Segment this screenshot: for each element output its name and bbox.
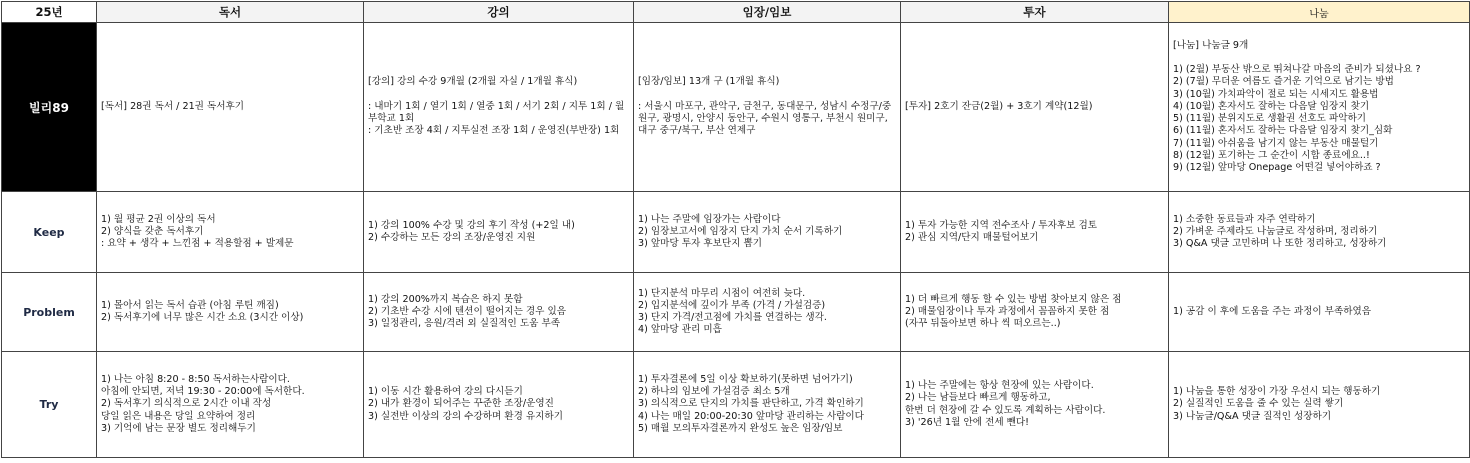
- summary-reading-cell: [독서] 28권 독서 / 21권 독서후기: [97, 23, 364, 192]
- summary-imjang-cell: [임장/임보] 13개 구 (1개월 휴식) : 서울시 마포구, 관악구, 금천구, 동대문구, 성남시 수정구/중원구, 광명시, 안양시 동안구, 수원시 영통구, 부천시 원미구, 대구 중구/북구, 부산 연제구: [634, 23, 901, 192]
- kpt-review-table: [1, 1, 1470, 458]
- try-share-cell: 1) 나눔을 통한 성장이 가장 우선시 되는 행동하기 2) 실질적인 도움을 줄 수 있는 실력 쌓기 3) 나눔글/Q&A 댓글 질적인 성장하기: [1169, 352, 1470, 458]
- try-lecture-cell: 1) 이동 시간 활용하여 강의 다시듣기 2) 내가 환경이 되어주는 꾸준한 조장/운영진 3) 실전반 이상의 강의 수강하며 환경 유지하기: [364, 352, 634, 458]
- keep-reading-cell: 1) 월 평균 2권 이상의 독서 2) 양식을 갖춘 독서후기 : 요약 + 생각 + 느낀점 + 적용할점 + 발제문: [97, 192, 364, 273]
- header-lecture: 강의: [364, 2, 634, 23]
- try-row: [2, 352, 1470, 458]
- header-year: 25년: [2, 2, 97, 23]
- keep-imjang-cell: 1) 나는 주말에 임장가는 사람이다 2) 임장보고서에 임장지 단지 가치 순서 기록하기 3) 앞마당 투자 후보단지 뽑기: [634, 192, 901, 273]
- header-imjang: 임장/임보: [634, 2, 901, 23]
- summary-row: [2, 23, 1470, 192]
- summary-lecture-cell: [강의] 강의 수강 9개월 (2개월 자실 / 1개월 휴식) : 내마기 1회 / 열기 1회 / 열중 1회 / 서기 2회 / 지투 1회 / 월부학교 1회 : 기초반 조장 4회 / 지투실전 조장 1회 / 운영진(부반장) 1회: [364, 23, 634, 192]
- summary-share-cell: [나눔] 나눔글 9개 1) (2월) 부동산 밖으로 뛰쳐나갈 마음의 준비가 되셨나요 ? 2) (7월) 무더운 여름도 즐거운 기억으로 남기는 방법 3) (10월) 가치파악이 절로 되는 시세지도 활용법 4) (10월) 혼자서도 잘하는 다음달 임장지 찾기 5) (11월) 분위지도로 생활권 선호도 파악하기 6) (11월) 혼자서도 잘하는 다음달 임장지 찾기_심화 7) (11월) 아쉬움을 남기지 않는 부동산 매물털기 8) (12월) 포기하는 그 순간이 시합 종료에요..! 9) (12월) 앞마당 Onepage 어떤걸 넣어야하죠 ?: [1169, 23, 1470, 192]
- keep-share-cell: 1) 소중한 동료들과 자주 연락하기 2) 가벼운 주제라도 나눔글로 작성하며, 정리하기 3) Q&A 댓글 고민하며 나 또한 정리하고, 성장하기: [1169, 192, 1470, 273]
- row-label-summary: 빌리89: [2, 23, 97, 192]
- row-label-problem: Problem: [2, 273, 97, 352]
- try-invest-cell: 1) 나는 주말에는 항상 현장에 있는 사람이다. 2) 나는 남들보다 빠르게 행동하고, 한번 더 현장에 갈 수 있도록 계획하는 사람이다. 3) '26년 1월 안에 전세 뺀다!: [901, 352, 1169, 458]
- try-imjang-cell: 1) 투자결론에 5일 이상 확보하기(못하면 넘어가기) 2) 하나의 임보에 가설검증 최소 5개 3) 의식적으로 단지의 가치를 판단하고, 가격 확인하기 4) 나는 매일 20:00-20:30 앞마당 관리하는 사람이다 5) 매월 모의투자결론까지 완성도 높은 임장/임보: [634, 352, 901, 458]
- problem-imjang-cell: 1) 단지분석 마무리 시점이 여전히 늦다. 2) 입지분석에 깊이가 부족 (가격 / 가설검증) 3) 단지 가격/전고점에 가치를 연결하는 생각. 4) 앞마당 관리 미흡: [634, 273, 901, 352]
- problem-row: [2, 273, 1470, 352]
- problem-reading-cell: 1) 몰아서 읽는 독서 습관 (아침 루틴 깨짐) 2) 독서후기에 너무 많은 시간 소요 (3시간 이상): [97, 273, 364, 352]
- header-row: [2, 2, 1470, 23]
- header-reading: 독서: [97, 2, 364, 23]
- header-invest: 투자: [901, 2, 1169, 23]
- row-label-try: Try: [2, 352, 97, 458]
- problem-invest-cell: 1) 더 빠르게 행동 할 수 있는 방법 찾아보지 않은 점 2) 매물임장이나 투자 과정에서 꼼꼼하지 못한 점 (자꾸 뒤돌아보면 하나 씩 떠오르는..): [901, 273, 1169, 352]
- keep-lecture-cell: 1) 강의 100% 수강 및 강의 후기 작성 (+2일 내) 2) 수강하는 모든 강의 조장/운영진 지원: [364, 192, 634, 273]
- summary-invest-cell: [투자] 2호기 잔금(2월) + 3호기 계약(12월): [901, 23, 1169, 192]
- keep-row: [2, 192, 1470, 273]
- row-label-keep: Keep: [2, 192, 97, 273]
- try-reading-cell: 1) 나는 아침 8:20 - 8:50 독서하는사람이다. 아침에 안되면, 저녁 19:30 - 20:00에 독서한다. 2) 독서후기 의식적으로 2시간 이내 작성 당일 읽은 내용은 당일 요약하여 정리 3) 기억에 남는 문장 별도 정리해두기: [97, 352, 364, 458]
- keep-invest-cell: 1) 투자 가능한 지역 전수조사 / 투자후보 검토 2) 관심 지역/단지 매물털어보기: [901, 192, 1169, 273]
- header-share: 나눔: [1169, 2, 1470, 23]
- problem-share-cell: 1) 공감 이 후에 도움을 주는 과정이 부족하였음: [1169, 273, 1470, 352]
- problem-lecture-cell: 1) 강의 200%까지 복습은 하지 못함 2) 기초반 수강 시에 텐션이 떨어지는 경우 있음 3) 일정관리, 응원/격려 외 실질적인 도움 부족: [364, 273, 634, 352]
